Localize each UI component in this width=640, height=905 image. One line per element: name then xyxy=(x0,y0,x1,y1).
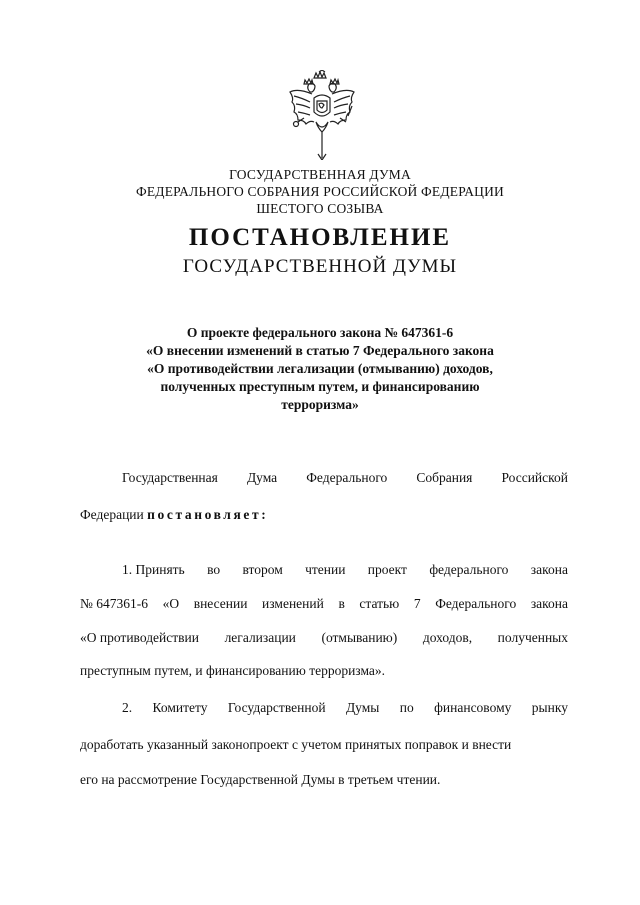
item1-line-2 xyxy=(80,596,568,612)
item1-line-1 xyxy=(122,562,568,578)
word: «О противодействии xyxy=(80,630,199,645)
word: № 647361-6 xyxy=(80,596,149,611)
word: проект xyxy=(367,562,407,577)
subject-line: О проекте федерального закона № 647361-6 xyxy=(186,325,454,340)
word: (отмыванию) xyxy=(321,630,398,645)
preamble-line-1 xyxy=(122,470,568,486)
coat-of-arms-emblem xyxy=(286,70,358,160)
word: Думы xyxy=(345,700,380,715)
subject-line: терроризма» xyxy=(281,397,359,412)
word: внесении xyxy=(193,596,248,611)
word: 7 xyxy=(413,596,421,611)
word: 1. Принять xyxy=(122,562,185,577)
item1-line-3 xyxy=(80,630,568,646)
document-title: ПОСТАНОВЛЕНИЕ xyxy=(188,224,452,251)
word: Российской xyxy=(501,470,568,485)
document-subject xyxy=(80,324,560,414)
subject-line: «О внесении изменений в статью 7 Федерального закона xyxy=(146,343,494,358)
word: по xyxy=(399,700,414,715)
word: Государственной xyxy=(227,700,326,715)
word: Дума xyxy=(246,470,278,485)
preamble-line-2 xyxy=(80,507,268,523)
item2-line-1 xyxy=(122,700,568,716)
preamble-prefix: Федерации xyxy=(80,507,144,522)
word: Комитету xyxy=(152,700,208,715)
subject-line: «О противодействии легализации (отмыванию) доходов, xyxy=(147,361,493,376)
word: рынку xyxy=(531,700,568,715)
item2-line-2: доработать указанный законопроект с учетом принятых поправок и внести xyxy=(80,737,512,752)
word: финансовому xyxy=(434,700,512,715)
issuer-line-2: ФЕДЕРАЛЬНОГО СОБРАНИЯ РОССИЙСКОЙ ФЕДЕРАЦИИ xyxy=(136,184,504,199)
item1-line-4: преступным путем, и финансированию терроризма». xyxy=(80,663,386,678)
word: статью xyxy=(359,596,400,611)
word: втором xyxy=(242,562,283,577)
resolution-verb: постановляет: xyxy=(147,507,269,522)
word: чтении xyxy=(305,562,346,577)
item2-line-3: его на рассмотрение Государственной Думы в третьем чтении. xyxy=(80,772,441,787)
issuer-line-1: ГОСУДАРСТВЕННАЯ ДУМА xyxy=(229,167,411,182)
word: во xyxy=(207,562,221,577)
word: федерального xyxy=(429,562,509,577)
word: Собрания xyxy=(416,470,473,485)
word: Федерального xyxy=(435,596,517,611)
word: в xyxy=(338,596,345,611)
word: доходов, xyxy=(422,630,473,645)
document-subtitle: ГОСУДАРСТВЕННОЙ ДУМЫ xyxy=(182,256,458,277)
word: «О xyxy=(162,596,180,611)
issuer-line-3: ШЕСТОГО СОЗЫВА xyxy=(256,201,384,216)
word: Государственная xyxy=(122,470,218,485)
word: изменений xyxy=(262,596,324,611)
word: Федерального xyxy=(306,470,388,485)
subject-line: полученных преступным путем, и финансированию xyxy=(160,379,480,394)
word: закона xyxy=(530,596,568,611)
word: легализации xyxy=(224,630,296,645)
word: 2. xyxy=(122,700,133,715)
word: закона xyxy=(530,562,568,577)
word: полученных xyxy=(497,630,568,645)
